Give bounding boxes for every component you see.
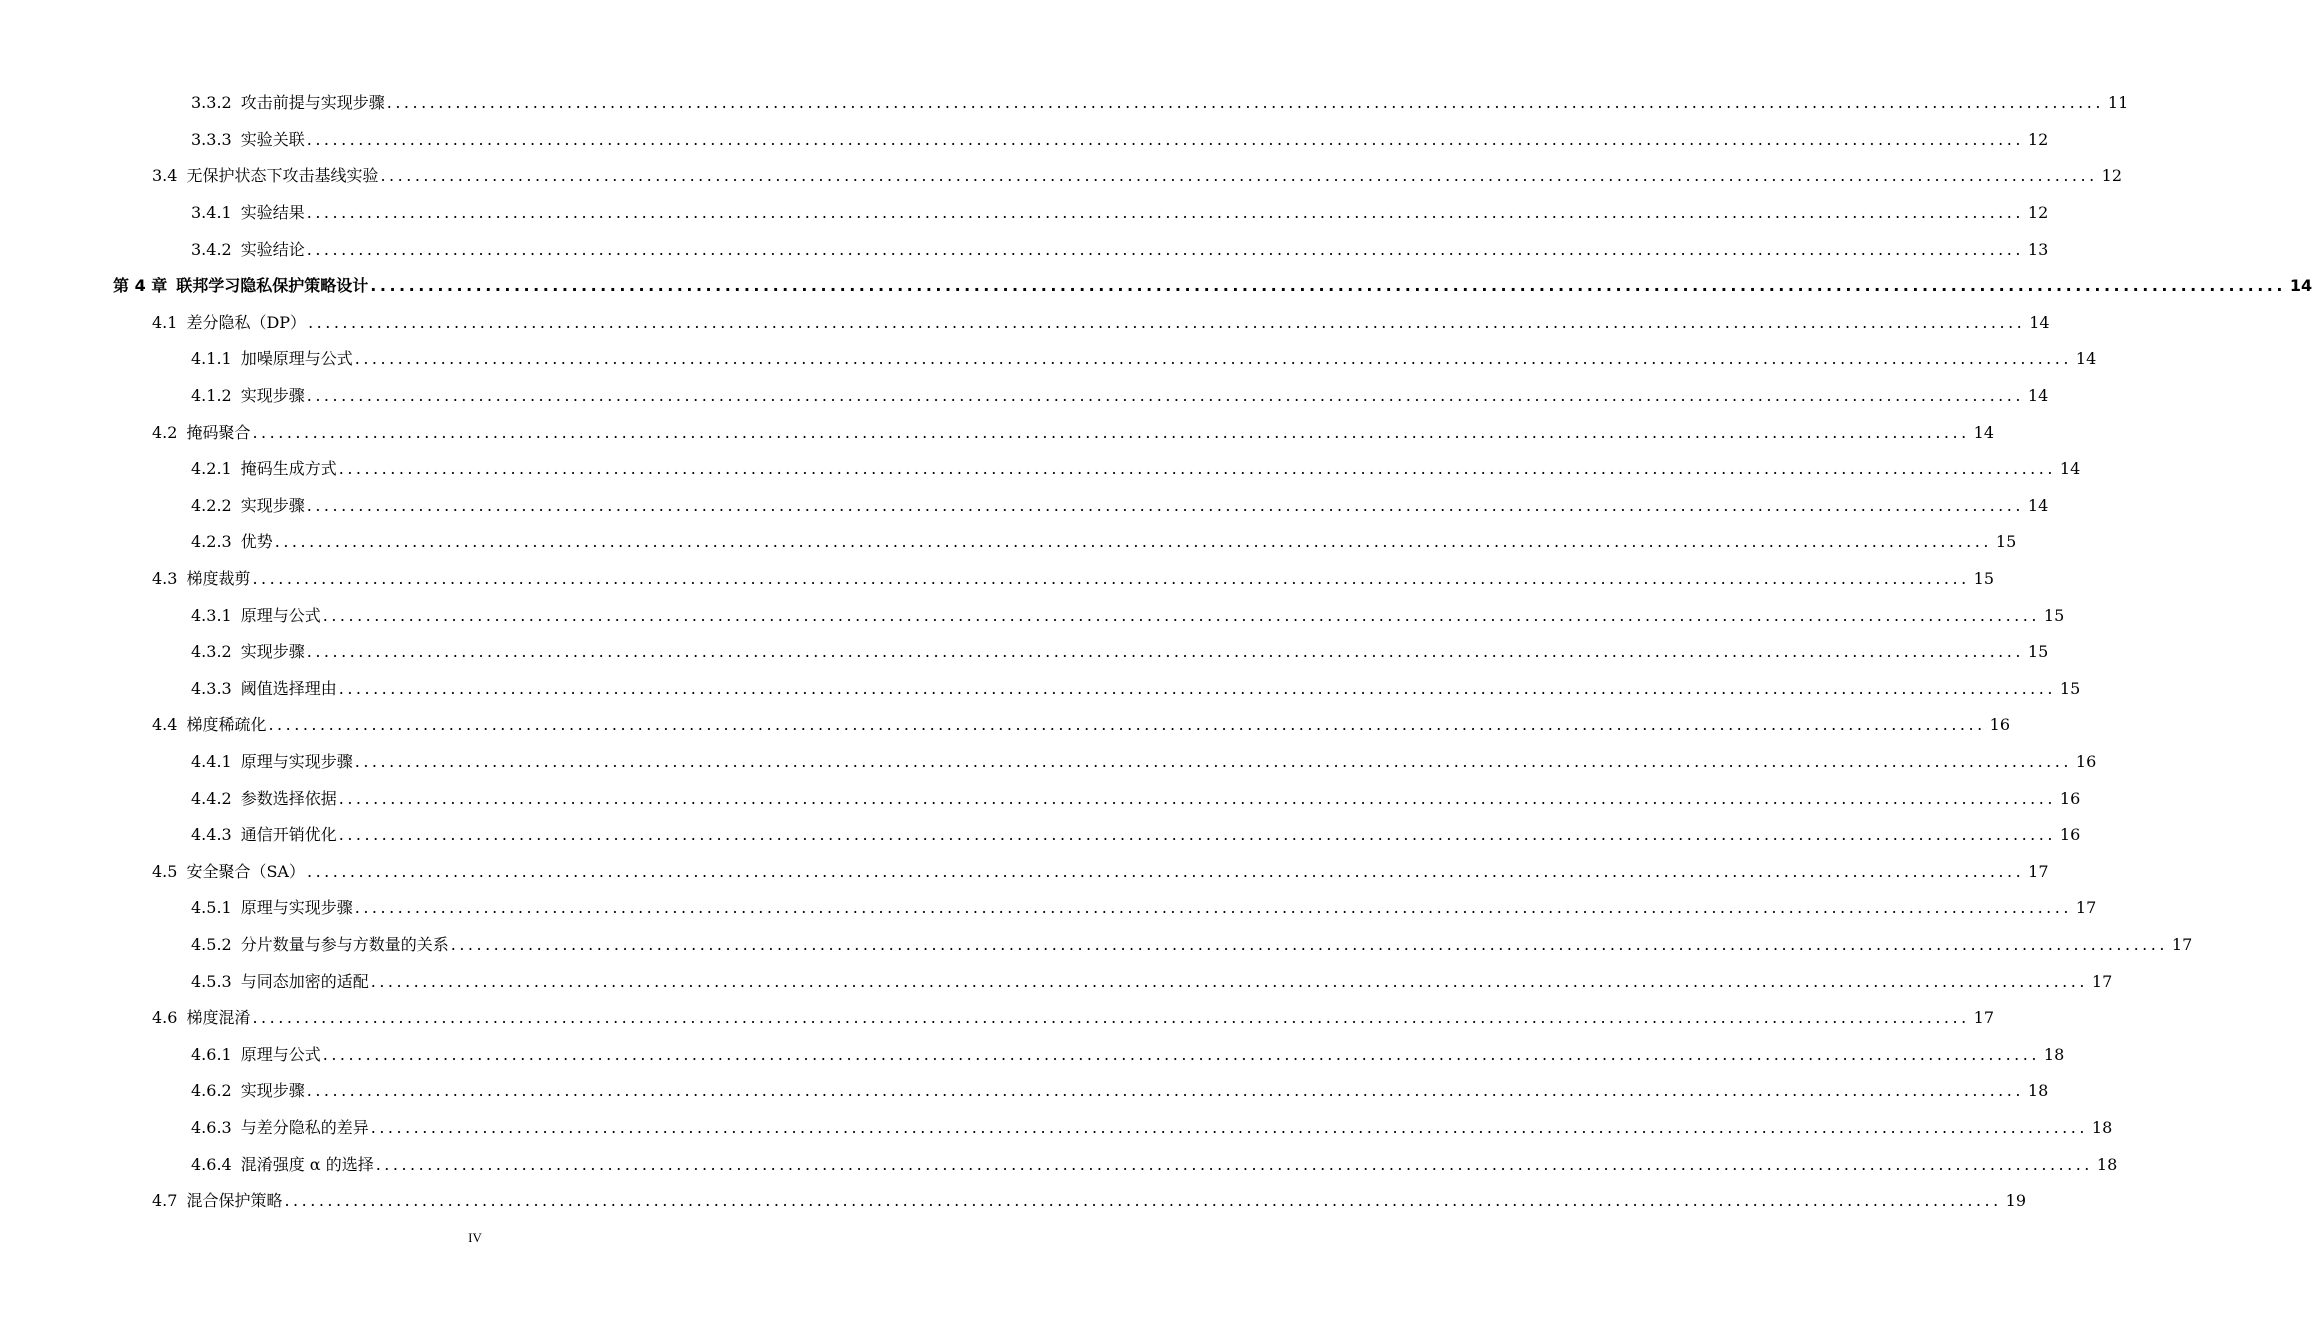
toc-entry[interactable] xyxy=(0,1036,2065,1073)
toc-entry-title: 加噪原理与公式 xyxy=(240,349,353,369)
toc-dot-leader: ........................................................................................................................................................................................................ xyxy=(322,1044,2040,1064)
toc-entry[interactable] xyxy=(0,341,2097,378)
toc-entry[interactable] xyxy=(0,1110,2113,1147)
toc-entry[interactable] xyxy=(0,853,2049,890)
toc-dot-leader: ........................................................................................................................................................................................................ xyxy=(370,1117,2088,1137)
toc-dot-leader: ........................................................................................................................................................................................................ xyxy=(306,129,2024,149)
toc-dot-leader: ........................................................................................................................................................................................................ xyxy=(306,495,2024,515)
toc-dot-leader: ........................................................................................................................................................................................................ xyxy=(252,422,1970,442)
toc-dot-leader: ........................................................................................................................................................................................................ xyxy=(306,642,2024,662)
toc-entry-page: 16 xyxy=(2059,825,2081,845)
toc-dot-leader: ........................................................................................................................................................................................................ xyxy=(370,276,2286,296)
toc-entry-number: 4.2.2 xyxy=(191,495,232,515)
toc-entry[interactable] xyxy=(0,1073,2049,1110)
toc-dot-leader: ........................................................................................................................................................................................................ xyxy=(306,239,2024,259)
toc-entry-title: 原理与实现步骤 xyxy=(240,898,353,918)
toc-entry-page: 18 xyxy=(2043,1044,2065,1064)
toc-entry[interactable] xyxy=(0,671,2081,708)
toc-entry-page: 12 xyxy=(2101,166,2123,186)
toc-entry-number: 4.3.1 xyxy=(191,605,232,625)
toc-entry-page: 17 xyxy=(2028,861,2049,881)
toc-entry[interactable] xyxy=(0,378,2049,415)
toc-entry-number: 3.3.2 xyxy=(191,93,232,113)
toc-dot-leader: ........................................................................................................................................................................................................ xyxy=(354,349,2072,369)
toc-entry-page: 14 xyxy=(2027,386,2049,406)
toc-entry[interactable] xyxy=(0,707,2011,744)
toc-entry-title: 实现步骤 xyxy=(240,386,305,406)
toc-entry-title: 联邦学习隐私保护策略设计 xyxy=(176,276,369,296)
toc-entry-title: 实现步骤 xyxy=(240,495,305,515)
toc-entry-page: 18 xyxy=(2091,1117,2113,1137)
toc-entry[interactable] xyxy=(0,524,2017,561)
toc-entry-page: 11 xyxy=(2107,93,2129,113)
toc-entry-title: 参数选择依据 xyxy=(240,788,337,808)
toc-entry-title: 差分隐私（DP） xyxy=(186,312,307,332)
toc-entry[interactable] xyxy=(0,561,1995,598)
toc-entry[interactable] xyxy=(0,597,2065,634)
toc-entry-page: 14 xyxy=(2059,459,2081,479)
toc-entry[interactable] xyxy=(0,305,2050,342)
toc-entry-number: 4.4 xyxy=(152,715,178,735)
toc-entry-title: 分片数量与参与方数量的关系 xyxy=(240,934,449,954)
toc-entry[interactable] xyxy=(0,451,2081,488)
toc-entry-number: 4.1.2 xyxy=(191,386,232,406)
toc-dot-leader: ........................................................................................................................................................................................................ xyxy=(338,459,2056,479)
toc-entry-page: 14 xyxy=(2027,495,2049,515)
toc-entry[interactable] xyxy=(0,817,2081,854)
toc-entry-number: 4.5 xyxy=(152,861,178,881)
toc-entry-page: 12 xyxy=(2027,129,2049,149)
toc-dot-leader: ........................................................................................................................................................................................................ xyxy=(354,751,2072,771)
toc-dot-leader: ........................................................................................................................................................................................................ xyxy=(386,93,2104,113)
toc-dot-leader: ........................................................................................................................................................................................................ xyxy=(284,1191,2002,1211)
table-of-contents xyxy=(0,85,2312,1219)
toc-entry-title: 攻击前提与实现步骤 xyxy=(240,93,385,113)
toc-entry-title: 通信开销优化 xyxy=(240,825,337,845)
toc-entry-page: 14 xyxy=(2289,276,2312,296)
toc-entry-page: 17 xyxy=(1973,1008,1995,1028)
toc-dot-leader: ........................................................................................................................................................................................................ xyxy=(338,788,2056,808)
toc-dot-leader: ........................................................................................................................................................................................................ xyxy=(354,898,2072,918)
toc-entry-title: 优势 xyxy=(240,532,273,552)
toc-dot-leader: ........................................................................................................................................................................................................ xyxy=(375,1154,2093,1174)
toc-entry[interactable] xyxy=(0,414,1995,451)
toc-entry-number: 4.7 xyxy=(152,1191,178,1211)
toc-entry-title: 掩码生成方式 xyxy=(240,459,337,479)
toc-entry-title: 实现步骤 xyxy=(240,642,305,662)
toc-dot-leader: ........................................................................................................................................................................................................ xyxy=(308,312,2026,332)
toc-entry-title: 混淆强度 α 的选择 xyxy=(240,1154,374,1174)
toc-entry-number: 4.6.4 xyxy=(191,1154,232,1174)
toc-entry-number: 3.4.1 xyxy=(191,203,232,223)
toc-entry[interactable] xyxy=(0,890,2097,927)
toc-entry-number: 4.4.1 xyxy=(191,751,232,771)
toc-entry-page: 19 xyxy=(2005,1191,2027,1211)
toc-entry-number: 3.4 xyxy=(152,166,178,186)
toc-entry-page: 17 xyxy=(2171,934,2193,954)
toc-entry-page: 15 xyxy=(2027,642,2049,662)
toc-dot-leader: ........................................................................................................................................................................................................ xyxy=(338,825,2056,845)
toc-dot-leader: ........................................................................................................................................................................................................ xyxy=(306,203,2024,223)
toc-entry-number: 4.3 xyxy=(152,569,178,589)
toc-entry[interactable] xyxy=(0,744,2097,781)
toc-entry-number: 4.4.2 xyxy=(191,788,232,808)
toc-entry-page: 18 xyxy=(2027,1081,2049,1101)
toc-entry-page: 14 xyxy=(1973,422,1995,442)
toc-entry[interactable] xyxy=(0,1183,2027,1220)
toc-entry[interactable] xyxy=(0,780,2081,817)
toc-dot-leader: ........................................................................................................................................................................................................ xyxy=(322,605,2040,625)
toc-entry-number: 4.6.3 xyxy=(191,1117,232,1137)
toc-dot-leader: ........................................................................................................................................................................................................ xyxy=(380,166,2098,186)
toc-entry-page: 15 xyxy=(1995,532,2017,552)
toc-entry-title: 与同态加密的适配 xyxy=(240,971,369,991)
toc-entry-page: 12 xyxy=(2027,203,2049,223)
toc-entry[interactable] xyxy=(0,85,2129,122)
toc-entry[interactable] xyxy=(0,195,2049,232)
toc-dot-leader: ........................................................................................................................................................................................................ xyxy=(306,861,2025,881)
toc-entry[interactable] xyxy=(0,1000,1995,1037)
toc-entry-number: 4.3.2 xyxy=(191,642,232,662)
toc-dot-leader: ........................................................................................................................................................................................................ xyxy=(306,1081,2024,1101)
toc-entry-number: 4.6.1 xyxy=(191,1044,232,1064)
toc-entry-title: 实验结论 xyxy=(240,239,305,259)
toc-dot-leader: ........................................................................................................................................................................................................ xyxy=(252,1008,1970,1028)
toc-entry[interactable] xyxy=(0,268,2312,305)
toc-entry-page: 15 xyxy=(2059,678,2081,698)
toc-entry-number: 4.6 xyxy=(152,1008,178,1028)
toc-entry-number: 4.5.1 xyxy=(191,898,232,918)
toc-entry-title: 混合保护策略 xyxy=(186,1191,283,1211)
toc-entry-page: 17 xyxy=(2075,898,2097,918)
page-number-footer: IV xyxy=(468,1230,482,1245)
toc-entry-number: 4.5.2 xyxy=(191,934,232,954)
toc-entry-title: 无保护状态下攻击基线实验 xyxy=(186,166,379,186)
toc-entry-title: 梯度裁剪 xyxy=(186,569,251,589)
toc-entry-title: 实验关联 xyxy=(240,129,305,149)
toc-dot-leader: ........................................................................................................................................................................................................ xyxy=(370,971,2088,991)
toc-dot-leader: ........................................................................................................................................................................................................ xyxy=(450,934,2168,954)
toc-dot-leader: ........................................................................................................................................................................................................ xyxy=(274,532,1992,552)
toc-entry-title: 实验结果 xyxy=(240,203,305,223)
toc-entry[interactable] xyxy=(0,927,2193,964)
toc-entry-title: 掩码聚合 xyxy=(186,422,251,442)
toc-entry-page: 16 xyxy=(2059,788,2081,808)
toc-entry-page: 13 xyxy=(2027,239,2049,259)
toc-dot-leader: ........................................................................................................................................................................................................ xyxy=(306,386,2024,406)
toc-entry-title: 原理与公式 xyxy=(240,1044,321,1064)
toc-entry-title: 安全聚合（SA） xyxy=(186,861,305,881)
toc-entry-number: 3.3.3 xyxy=(191,129,232,149)
toc-entry-number: 3.4.2 xyxy=(191,239,232,259)
toc-entry-title: 原理与公式 xyxy=(240,605,321,625)
toc-entry-page: 17 xyxy=(2091,971,2113,991)
toc-entry-number: 4.6.2 xyxy=(191,1081,232,1101)
toc-entry[interactable] xyxy=(0,634,2049,671)
toc-entry[interactable] xyxy=(0,231,2049,268)
toc-entry-title: 梯度混淆 xyxy=(186,1008,251,1028)
toc-entry-title: 梯度稀疏化 xyxy=(186,715,267,735)
toc-entry-page: 14 xyxy=(2029,312,2050,332)
toc-entry[interactable] xyxy=(0,158,2123,195)
toc-entry-page: 15 xyxy=(1973,569,1995,589)
toc-entry-number: 4.5.3 xyxy=(191,971,232,991)
toc-dot-leader: ........................................................................................................................................................................................................ xyxy=(268,715,1986,735)
toc-entry-page: 15 xyxy=(2043,605,2065,625)
toc-entry[interactable] xyxy=(0,1146,2118,1183)
toc-entry-title: 阈值选择理由 xyxy=(240,678,337,698)
toc-entry-page: 16 xyxy=(1989,715,2011,735)
toc-entry-title: 原理与实现步骤 xyxy=(240,751,353,771)
toc-entry[interactable] xyxy=(0,122,2049,159)
toc-entry-number: 4.1 xyxy=(152,312,178,332)
toc-entry-number: 4.3.3 xyxy=(191,678,232,698)
toc-dot-leader: ........................................................................................................................................................................................................ xyxy=(252,569,1970,589)
toc-entry-title: 实现步骤 xyxy=(240,1081,305,1101)
toc-dot-leader: ........................................................................................................................................................................................................ xyxy=(338,678,2056,698)
toc-entry[interactable] xyxy=(0,963,2113,1000)
toc-entry-number: 4.2.3 xyxy=(191,532,232,552)
toc-entry-number: 4.2.1 xyxy=(191,459,232,479)
toc-entry-number: 第 4 章 xyxy=(113,276,168,296)
toc-entry-number: 4.4.3 xyxy=(191,825,232,845)
toc-entry-title: 与差分隐私的差异 xyxy=(240,1117,369,1137)
toc-entry-number: 4.1.1 xyxy=(191,349,232,369)
toc-entry[interactable] xyxy=(0,488,2049,525)
toc-entry-page: 18 xyxy=(2096,1154,2118,1174)
toc-entry-page: 16 xyxy=(2075,751,2097,771)
toc-entry-number: 4.2 xyxy=(152,422,178,442)
toc-entry-page: 14 xyxy=(2075,349,2097,369)
